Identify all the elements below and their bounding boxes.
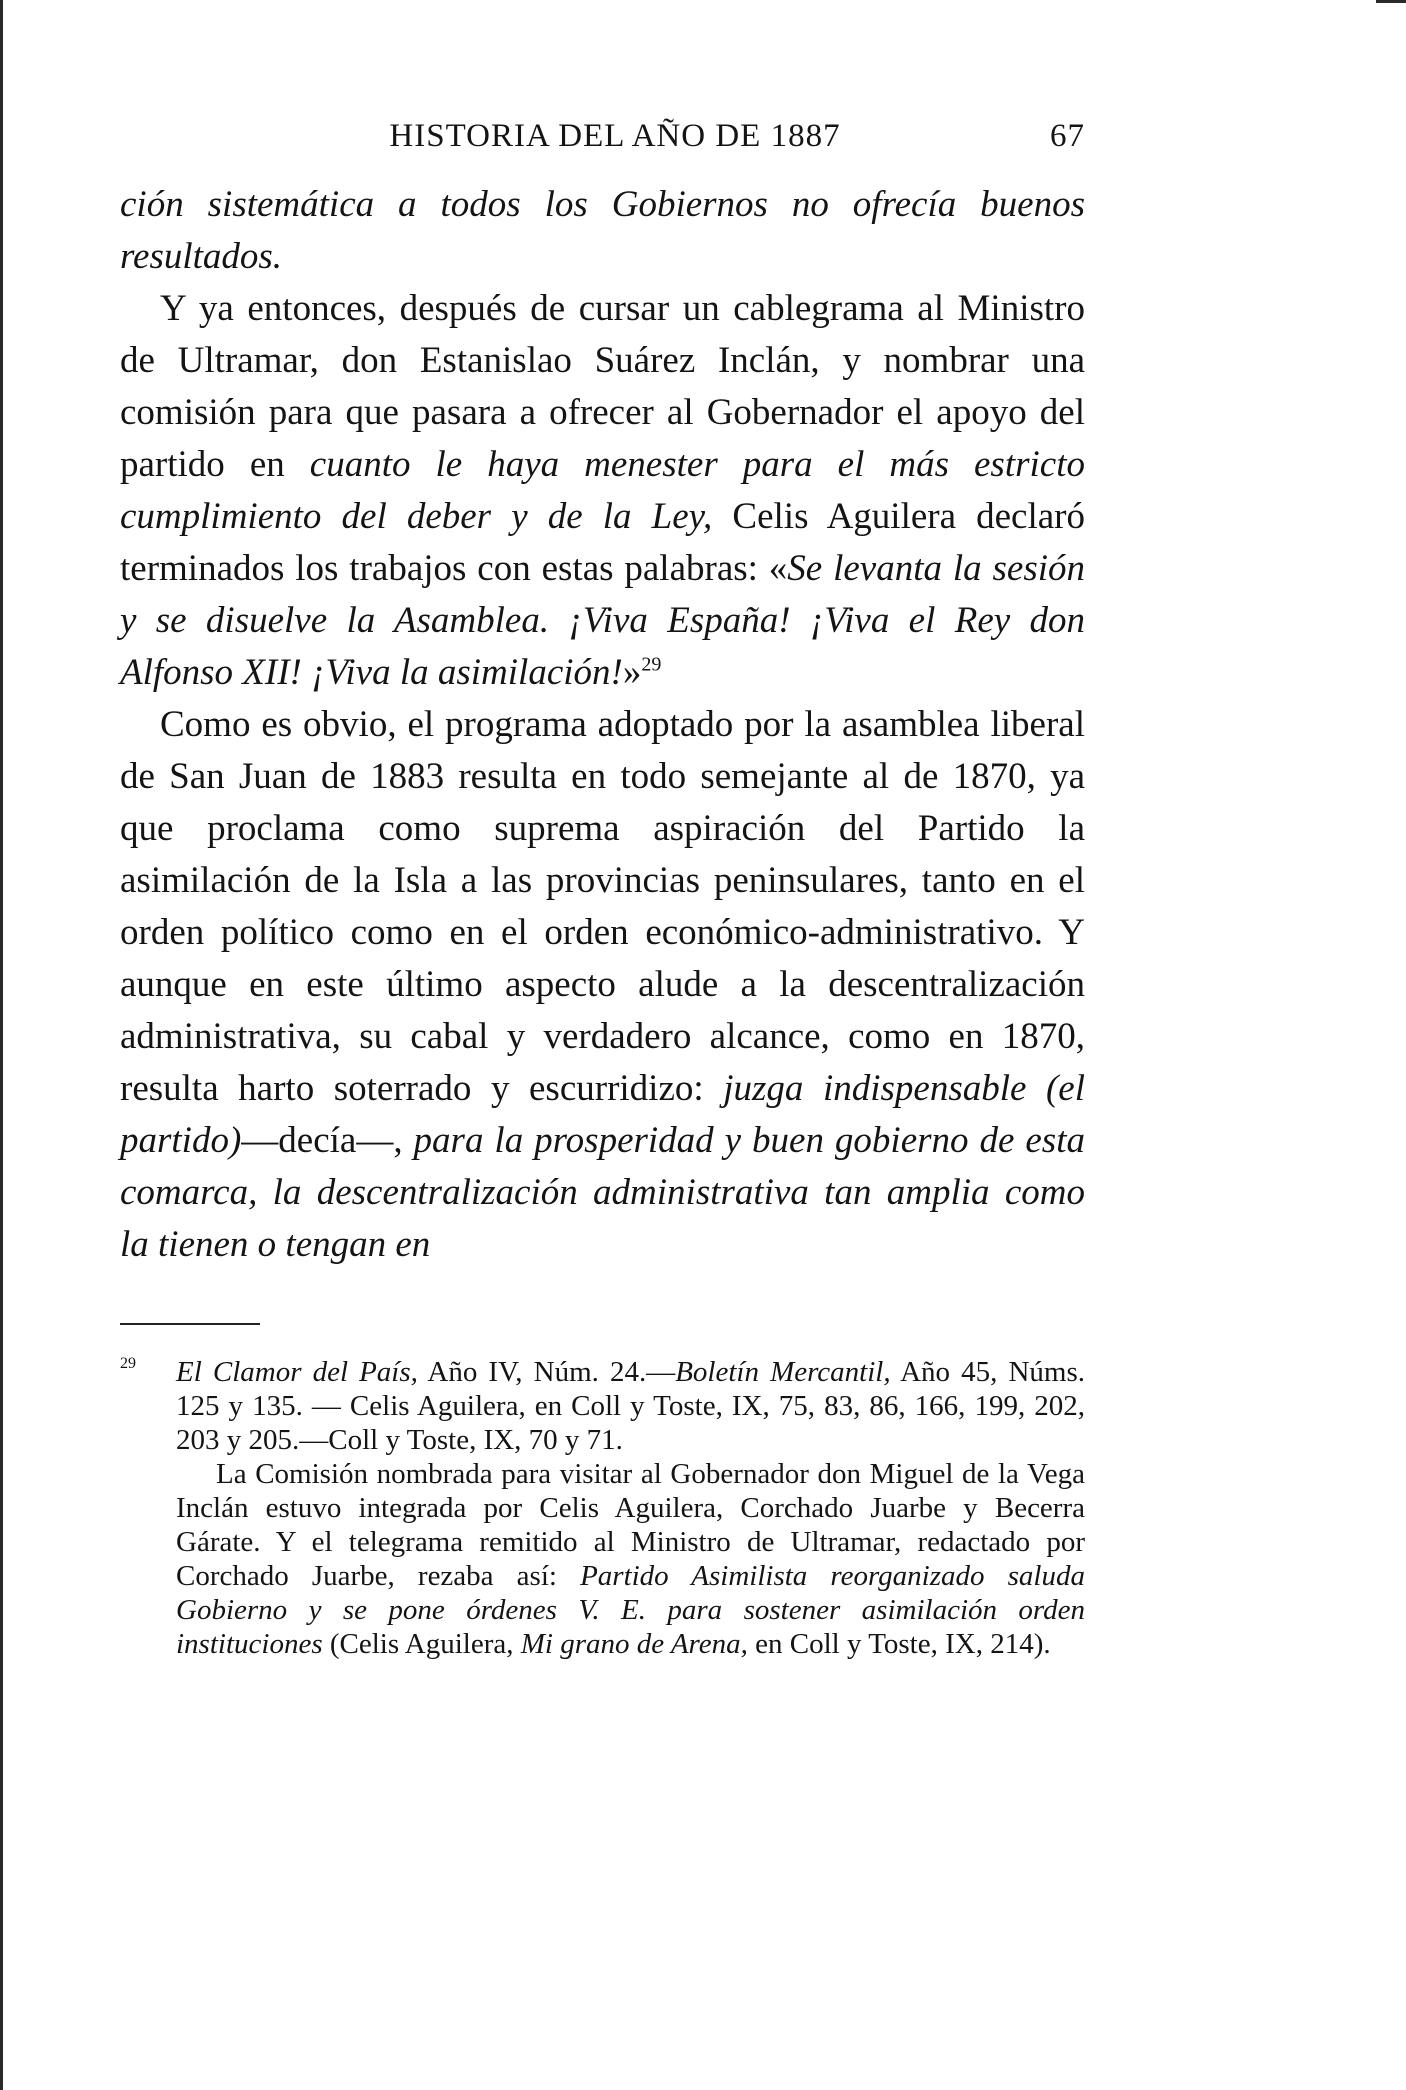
footnote-text: [176, 1355, 1085, 1457]
paragraph-1: [120, 179, 1085, 283]
page-number: 67: [1050, 118, 1085, 154]
footnote-29-continuation: [176, 1457, 1085, 1661]
text-run: en Coll y Toste, IX, 214).: [747, 1628, 1051, 1660]
scan-edge-left: [0, 0, 3, 2090]
italic-text: Se levanta la sesión y se disuelve la Asamblea. ¡Viva España! ¡Viva el Rey don Alfonso XII! ¡Viva la asimilación!: [120, 548, 1085, 693]
text-run: Celis Aguilera declaró terminados los trabajos con estas palabras: «: [120, 496, 1085, 589]
main-text: [120, 179, 1085, 1271]
paragraph-2: [120, 283, 1085, 699]
italic-text: cuanto le haya menester para el más estricto cumplimiento del deber y de la Ley,: [120, 444, 1085, 537]
footnotes: [120, 1355, 1085, 1661]
italic-text: para la prosperidad y buen gobierno de esta comarca, la descentralización administrativa tan amplia como la tienen o tengan en: [120, 1120, 1085, 1265]
footnote-reference: 29: [641, 653, 662, 676]
footnote-number: 29: [120, 1355, 136, 1372]
footnote-29: [120, 1355, 1085, 1457]
paragraph-3: [120, 699, 1085, 1271]
book-page: [120, 118, 1085, 1661]
text-run: La Comisión nombrada para visitar al Gobernador don Miguel de la Vega Inclán estuvo integrada por Celis Aguilera, Corchado Juarbe y Becerra Gárate. Y el telegrama remitido al Ministro de Ultramar, redactado por Corchado Juarbe, rezaba así:: [176, 1458, 1085, 1592]
italic-text: ción sistemática a todos los Gobiernos no ofrecía buenos resultados.: [120, 184, 1085, 277]
text-run: Como es obvio, el programa adoptado por la asamblea liberal de San Juan de 1883 resulta en todo semejante al de 1870, ya que proclama como suprema aspiración del Partido la asimilación de la Isla a las provincias peninsulares, tanto en el orden político como en el orden económico-administrativo. Y aunque en este último aspecto alude a la descentralización administrativa, su cabal y verdadero alcance, como en 1870, resulta harto soterrado y escurridizo:: [120, 704, 1085, 1109]
text-run: (Celis Aguilera,: [322, 1628, 521, 1660]
footnote-separator: [120, 1323, 260, 1325]
running-header: [120, 118, 1085, 155]
italic-text: Partido Asimilista reorganizado saluda Gobierno y se pone órdenes V. E. para sostener asimilación orden instituciones: [176, 1560, 1085, 1660]
italic-text: Boletín Mercantil,: [675, 1356, 891, 1388]
text-run: »: [622, 652, 642, 693]
text-run: Año 45, Núms. 125 y 135. — Celis Aguilera, en Coll y Toste, IX, 75, 83, 86, 166, 199, 202, 203 y 205.—Coll y Toste, IX, 70 y 71.: [176, 1356, 1085, 1456]
text-run: —decía—,: [241, 1120, 414, 1161]
italic-text: juzga indispensable (el partido): [120, 1068, 1086, 1161]
italic-text: El Clamor del País,: [176, 1356, 418, 1388]
text-run: Año IV, Núm. 24.—: [417, 1356, 676, 1388]
italic-text: Mi grano de Arena,: [520, 1628, 748, 1660]
running-title: HISTORIA DEL AÑO DE 1887: [389, 118, 841, 154]
scan-edge-top: [1376, 0, 1406, 3]
text-run: Y ya entonces, después de cursar un cablegrama al Ministro de Ultramar, don Estanislao Suárez Inclán, y nombrar una comisión para que pasara a ofrecer al Gobernador el apoyo del partido en: [120, 288, 1085, 485]
